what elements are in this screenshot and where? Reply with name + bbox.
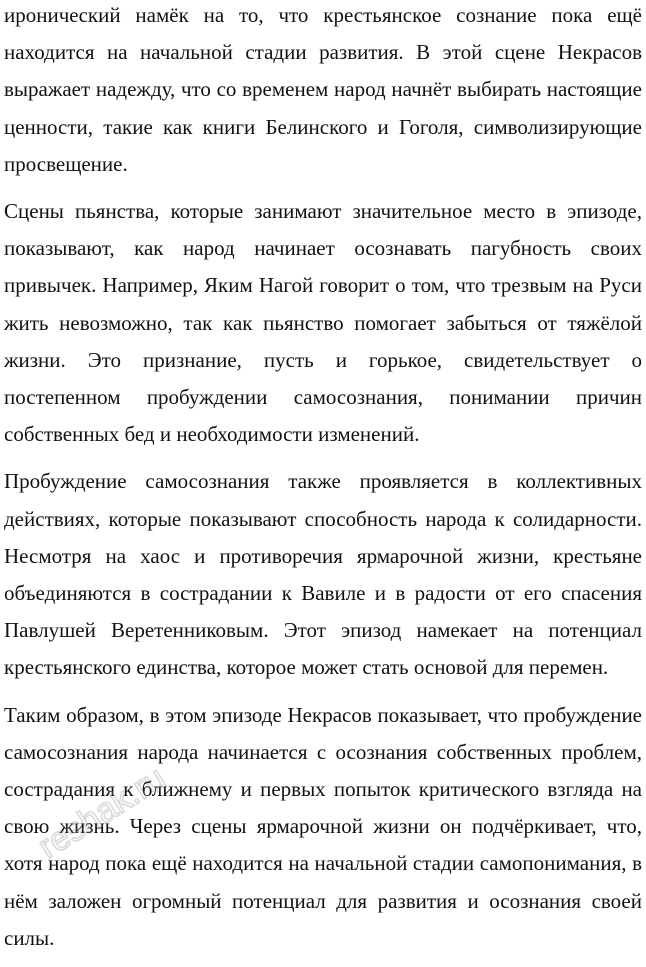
paragraph-3: Пробуждение самосознания также проявляется в коллективных действиях, которые показывают способность народа к солидарности. Несмотря на хаос и противоречия ярмарочной жизни, крестьяне объединяются в сострадании к Вавиле и в радости от его спасения Павлушей Веретенниковым. Этот эпизод намекает на потенциал крестьянского единства, которое может стать основой для перемен. (4, 469, 642, 680)
document-body (4, 0, 642, 967)
watermark-text: reshak.ru (31, 758, 173, 867)
paragraph-2: Сцены пьянства, которые занимают значительное место в эпизоде, показывают, как народ начинает осознавать пагубность своих привычек. Например, Яким Нагой говорит о том, что трезвым на Руси жить невозможно, так как пьянство помогает забыться от тяжёлой жизни. Это признание, пусть и горькое, свидетельствует о постепенном пробуждении самосознания, понимании причин собственных бед и необходимости изменений. (4, 199, 642, 447)
paragraph-4: Таким образом, в этом эпизоде Некрасов показывает, что пробуждение самосознания народа начинается с осознания собственных проблем, сострадания к ближнему и первых попыток критического взгляда на свою жизнь. Через сцены ярмарочной жизни он подчёркивает, что, хотя народ пока ещё находится на начальной стадии самопонимания, в нём заложен огромный потенциал для развития и осознания своей силы. (4, 702, 642, 950)
paragraph-1: ироничеcкий намёк на то, что крестьянское сознание пока ещё находится на начальной стадии развития. В этой сцене Некрасов выражает надежду, что со временем народ начнёт выбирать настоящие ценности, такие как книги Белинского и Гоголя, символизирующие просвещение. (4, 3, 642, 176)
